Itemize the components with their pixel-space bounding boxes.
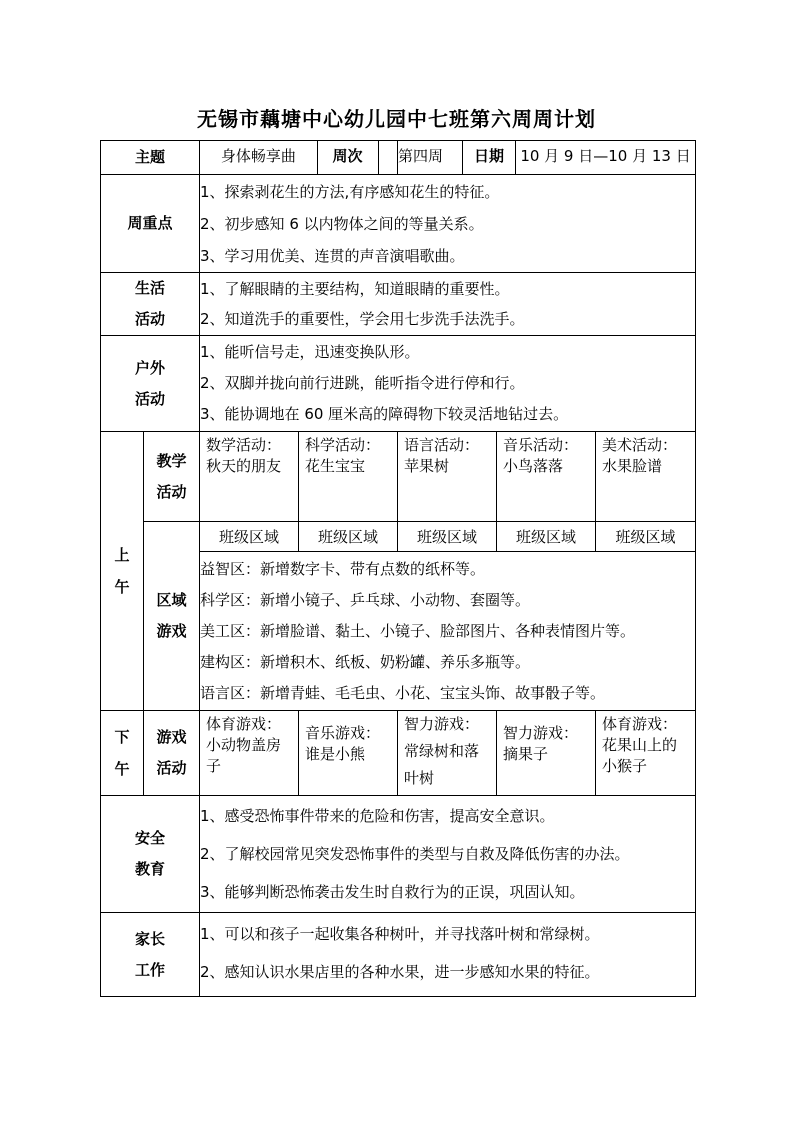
weekly-focus-item: 1、探索剥花生的方法,有序感知花生的特征。 — [200, 182, 500, 201]
outdoor-activity-row — [101, 336, 696, 432]
outdoor-activity-label-1: 户外 — [135, 358, 166, 377]
weekly-focus-item: 3、学习用优美、连贯的声音演唱歌曲。 — [200, 246, 465, 265]
morning-label — [101, 432, 144, 711]
week-value: 第四周 — [378, 141, 462, 174]
safety-row — [101, 796, 696, 913]
area-header-cell: 班级区域 — [497, 522, 596, 552]
outdoor-activity-label — [101, 336, 200, 432]
afternoon-games-row — [101, 711, 696, 796]
game-label-2: 活动 — [156, 759, 187, 777]
game-cell — [398, 711, 497, 796]
life-activity-label-2: 活动 — [135, 310, 166, 328]
safety-label-2: 教育 — [135, 860, 166, 878]
game-cell-title: 谁是小熊 — [305, 745, 366, 763]
game-cell-title: 花果山上的 — [602, 736, 678, 754]
header-row — [101, 141, 696, 175]
teaching-cell-type: 美术活动： — [602, 436, 678, 454]
area-header-cell: 班级区域 — [200, 522, 299, 552]
teaching-cell-title: 苹果树 — [404, 457, 450, 475]
game-cell — [200, 711, 299, 796]
header-right — [398, 141, 696, 175]
game-cell-title: 小动物盖房 — [206, 736, 282, 754]
theme-label: 主题 — [101, 141, 200, 175]
afternoon-label-2: 午 — [114, 760, 130, 778]
area-header-row — [101, 522, 696, 552]
outdoor-activity-label-2: 活动 — [135, 389, 166, 408]
game-cell-type: 体育游戏： — [206, 715, 282, 733]
theme-value: 身体畅享曲 — [220, 147, 296, 165]
life-activity-content — [200, 273, 696, 336]
life-activity-item: 1、了解眼睛的主要结构，知道眼睛的重要性。 — [200, 280, 510, 298]
morning-label-1: 上 — [114, 546, 130, 564]
teaching-activity-label — [144, 432, 200, 522]
life-activity-label-1: 生活 — [135, 279, 166, 297]
area-games-label — [144, 522, 200, 711]
safety-item: 1、感受恐怖事件带来的危险和伤害，提高安全意识。 — [200, 807, 555, 825]
area-header-cell: 班级区域 — [596, 522, 696, 552]
life-activity-label — [101, 273, 200, 336]
week-label: 周次 — [317, 141, 377, 174]
safety-item: 3、能够判断恐怖袭击发生时自救行为的正误，巩固认知。 — [200, 883, 585, 901]
outdoor-activity-content — [200, 336, 696, 432]
game-cell — [299, 711, 398, 796]
teaching-activity-row — [101, 432, 696, 522]
game-cell — [497, 711, 596, 796]
game-cell-title-cont: 子 — [206, 757, 222, 775]
page-title: 无锡市藕塘中心幼儿园中七班第六周周计划 — [197, 107, 596, 131]
morning-label-2: 午 — [114, 578, 130, 596]
parents-row — [101, 913, 696, 997]
game-cell-type: 智力游戏： — [503, 724, 579, 742]
date-value: 10 月 9 日—10 月 13 日 — [515, 141, 695, 174]
teaching-label-2: 活动 — [156, 482, 187, 501]
parents-label-1: 家长 — [135, 929, 166, 948]
afternoon-label-1: 下 — [114, 728, 130, 746]
parents-item: 2、感知认识水果店里的各种水果，进一步感知水果的特征。 — [200, 963, 600, 981]
afternoon-label — [101, 711, 144, 796]
safety-label — [101, 796, 200, 913]
game-cell-title: 常绿树和落 — [404, 742, 480, 760]
area-item: 益智区：新增数字卡、带有点数的纸杯等。 — [200, 559, 486, 578]
teaching-cell-type: 数学活动： — [206, 436, 282, 454]
game-activity-label — [144, 711, 200, 796]
game-cell-type: 音乐游戏： — [305, 724, 381, 742]
game-cell-title-cont: 小猴子 — [602, 757, 648, 775]
parents-label — [101, 913, 200, 997]
game-cell — [596, 711, 696, 796]
weekly-focus-content — [200, 175, 696, 273]
parents-label-2: 工作 — [135, 960, 166, 979]
teaching-cell-title: 水果脸谱 — [602, 457, 663, 475]
game-cell-type: 体育游戏： — [602, 715, 678, 733]
outdoor-activity-item: 1、能听信号走，迅速变换队形。 — [200, 343, 420, 361]
teaching-cell — [497, 432, 596, 522]
game-cell-title-cont: 叶树 — [404, 769, 435, 787]
outdoor-activity-item: 2、双脚并拢向前行进跳，能听指令进行停和行。 — [200, 374, 525, 392]
teaching-cell — [398, 432, 497, 522]
area-item: 建构区：新增积木、纸板、奶粉罐、养乐多瓶等。 — [200, 652, 531, 671]
weekly-plan-table — [100, 140, 696, 997]
safety-label-1: 安全 — [135, 829, 166, 847]
weekly-focus-item: 2、初步感知 6 以内物体之间的等量关系。 — [200, 214, 484, 233]
header-middle — [200, 141, 398, 175]
teaching-cell-title: 花生宝宝 — [305, 457, 366, 475]
teaching-cell-type: 语言活动： — [404, 436, 480, 454]
area-item: 美工区：新增脸谱、黏土、小镜子、脸部图片、各种表情图片等。 — [200, 621, 636, 640]
area-label-2: 游戏 — [156, 622, 187, 640]
teaching-cell — [596, 432, 696, 522]
safety-content — [200, 796, 696, 913]
area-label-1: 区域 — [156, 591, 187, 609]
teaching-cell — [200, 432, 299, 522]
outdoor-activity-item: 3、能协调地在 60 厘米高的障碍物下较灵活地钻过去。 — [200, 405, 569, 423]
area-item: 语言区：新增青蛙、毛毛虫、小花、宝宝头饰、故事骰子等。 — [200, 683, 606, 702]
life-activity-row — [101, 273, 696, 336]
game-cell-title: 摘果子 — [503, 745, 549, 763]
teaching-cell — [299, 432, 398, 522]
game-cell-type: 智力游戏： — [404, 715, 480, 733]
parents-item: 1、可以和孩子一起收集各种树叶，并寻找落叶树和常绿树。 — [200, 925, 600, 943]
area-header-cell: 班级区域 — [398, 522, 497, 552]
life-activity-item: 2、知道洗手的重要性，学会用七步洗手法洗手。 — [200, 310, 525, 328]
weekly-focus-label: 周重点 — [101, 175, 200, 273]
game-label-1: 游戏 — [156, 728, 187, 746]
teaching-cell-type: 科学活动： — [305, 436, 381, 454]
weekly-focus-row — [101, 175, 696, 273]
area-header-cell: 班级区域 — [299, 522, 398, 552]
teaching-cell-type: 音乐活动： — [503, 436, 579, 454]
parents-content — [200, 913, 696, 997]
area-item: 科学区：新增小镜子、乒乓球、小动物、套圈等。 — [200, 590, 531, 609]
date-label: 日期 — [462, 141, 515, 174]
area-games-content — [200, 552, 696, 711]
teaching-cell-title: 秋天的朋友 — [206, 457, 282, 475]
teaching-label-1: 教学 — [156, 451, 187, 470]
safety-item: 2、了解校园常见突发恐怖事件的类型与自救及降低伤害的办法。 — [200, 845, 630, 863]
teaching-cell-title: 小鸟落落 — [503, 457, 564, 475]
